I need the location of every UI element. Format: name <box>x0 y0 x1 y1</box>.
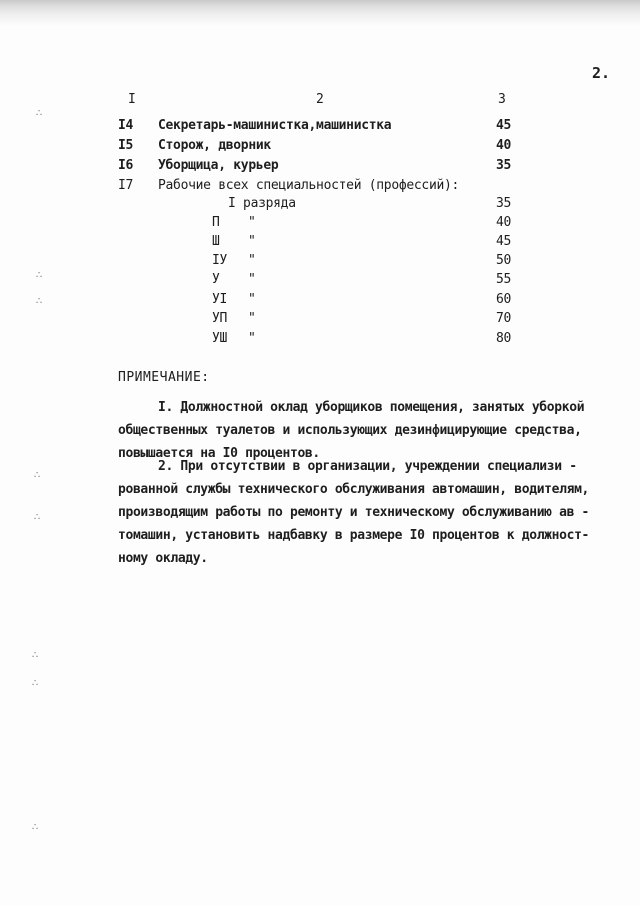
grade-numeral: УШ <box>212 331 228 346</box>
row-number: I6 <box>118 158 134 173</box>
grade-value: 40 <box>496 215 512 230</box>
scan-artifact: ∴ <box>32 678 39 689</box>
note-paragraph-2 <box>118 455 618 570</box>
note-line: повышается на I0 процентов. <box>118 446 320 461</box>
note-line: I. Должностной оклад уборщиков помещения, занятых уборкой <box>158 400 585 415</box>
table-row <box>0 118 640 138</box>
grade-numeral: УI <box>212 292 228 307</box>
scan-artifact: ∴ <box>34 470 41 481</box>
table-row <box>0 158 640 178</box>
row-number: I4 <box>118 118 134 133</box>
grade-value: 55 <box>496 272 512 287</box>
note-line: томашин, установить надбавку в размере I0 процентов к должност- <box>118 528 590 543</box>
grade-numeral: УП <box>212 311 228 326</box>
grade-row <box>0 311 640 331</box>
ditto-mark: " <box>248 272 256 287</box>
note-line: 2. При отсутствии в организации, учреждении специализи - <box>158 459 577 474</box>
scan-artifact: ∴ <box>36 108 43 119</box>
grade-row <box>0 331 640 351</box>
grade-value: 45 <box>496 234 512 249</box>
ditto-mark: " <box>248 311 256 326</box>
row-position-name: Рабочие всех специальностей (профессий): <box>158 178 460 193</box>
grade-value: 35 <box>496 196 512 211</box>
scan-artifact: ∴ <box>32 822 39 833</box>
row-number: I5 <box>118 138 134 153</box>
grade-value: 50 <box>496 253 512 268</box>
grade-row <box>0 215 640 235</box>
grade-row <box>0 234 640 254</box>
grade-value: 60 <box>496 292 512 307</box>
note-line: производящим работы по ремонту и техническому обслуживанию ав - <box>118 505 590 520</box>
row-position-name: Секретарь-машинистка,машинистка <box>158 118 392 133</box>
scan-artifact: ∴ <box>32 650 39 661</box>
table-row <box>0 178 640 198</box>
row-number: I7 <box>118 178 134 193</box>
grade-label: I разряда <box>228 196 296 211</box>
row-value: 35 <box>496 158 512 173</box>
scan-artifact: ∴ <box>36 270 43 281</box>
note-line: рованной службы технического обслуживания автомашин, водителям, <box>118 482 590 497</box>
ditto-mark: " <box>248 215 256 230</box>
grade-numeral: П <box>212 215 220 230</box>
scan-artifact: ∴ <box>34 512 41 523</box>
table-row <box>0 138 640 158</box>
row-position-name: Уборщица, курьер <box>158 158 279 173</box>
scan-artifact: ∴ <box>36 296 43 307</box>
grade-numeral: Ш <box>212 234 220 249</box>
grade-row <box>0 253 640 273</box>
column-header-3: 3 <box>498 92 506 107</box>
ditto-mark: " <box>248 331 256 346</box>
grade-numeral: У <box>212 272 220 287</box>
scan-top-edge <box>0 0 640 26</box>
grade-row <box>0 272 640 292</box>
ditto-mark: " <box>248 292 256 307</box>
note-line: ному окладу. <box>118 551 208 566</box>
page-number: 2. <box>591 64 610 82</box>
column-header-2: 2 <box>316 92 324 107</box>
grade-numeral: IУ <box>212 253 228 268</box>
column-header-1: I <box>128 92 136 107</box>
row-position-name: Сторож, дворник <box>158 138 271 153</box>
grade-value: 80 <box>496 331 512 346</box>
note-line: общественных туалетов и использующих дезинфицирующие средства, <box>118 423 582 438</box>
ditto-mark: " <box>248 234 256 249</box>
grade-row <box>0 196 640 216</box>
row-value: 45 <box>496 118 512 133</box>
grade-value: 70 <box>496 311 512 326</box>
grade-row <box>0 292 640 312</box>
note-title: ПРИМЕЧАНИЕ: <box>118 370 210 385</box>
ditto-mark: " <box>248 253 256 268</box>
row-value: 40 <box>496 138 512 153</box>
